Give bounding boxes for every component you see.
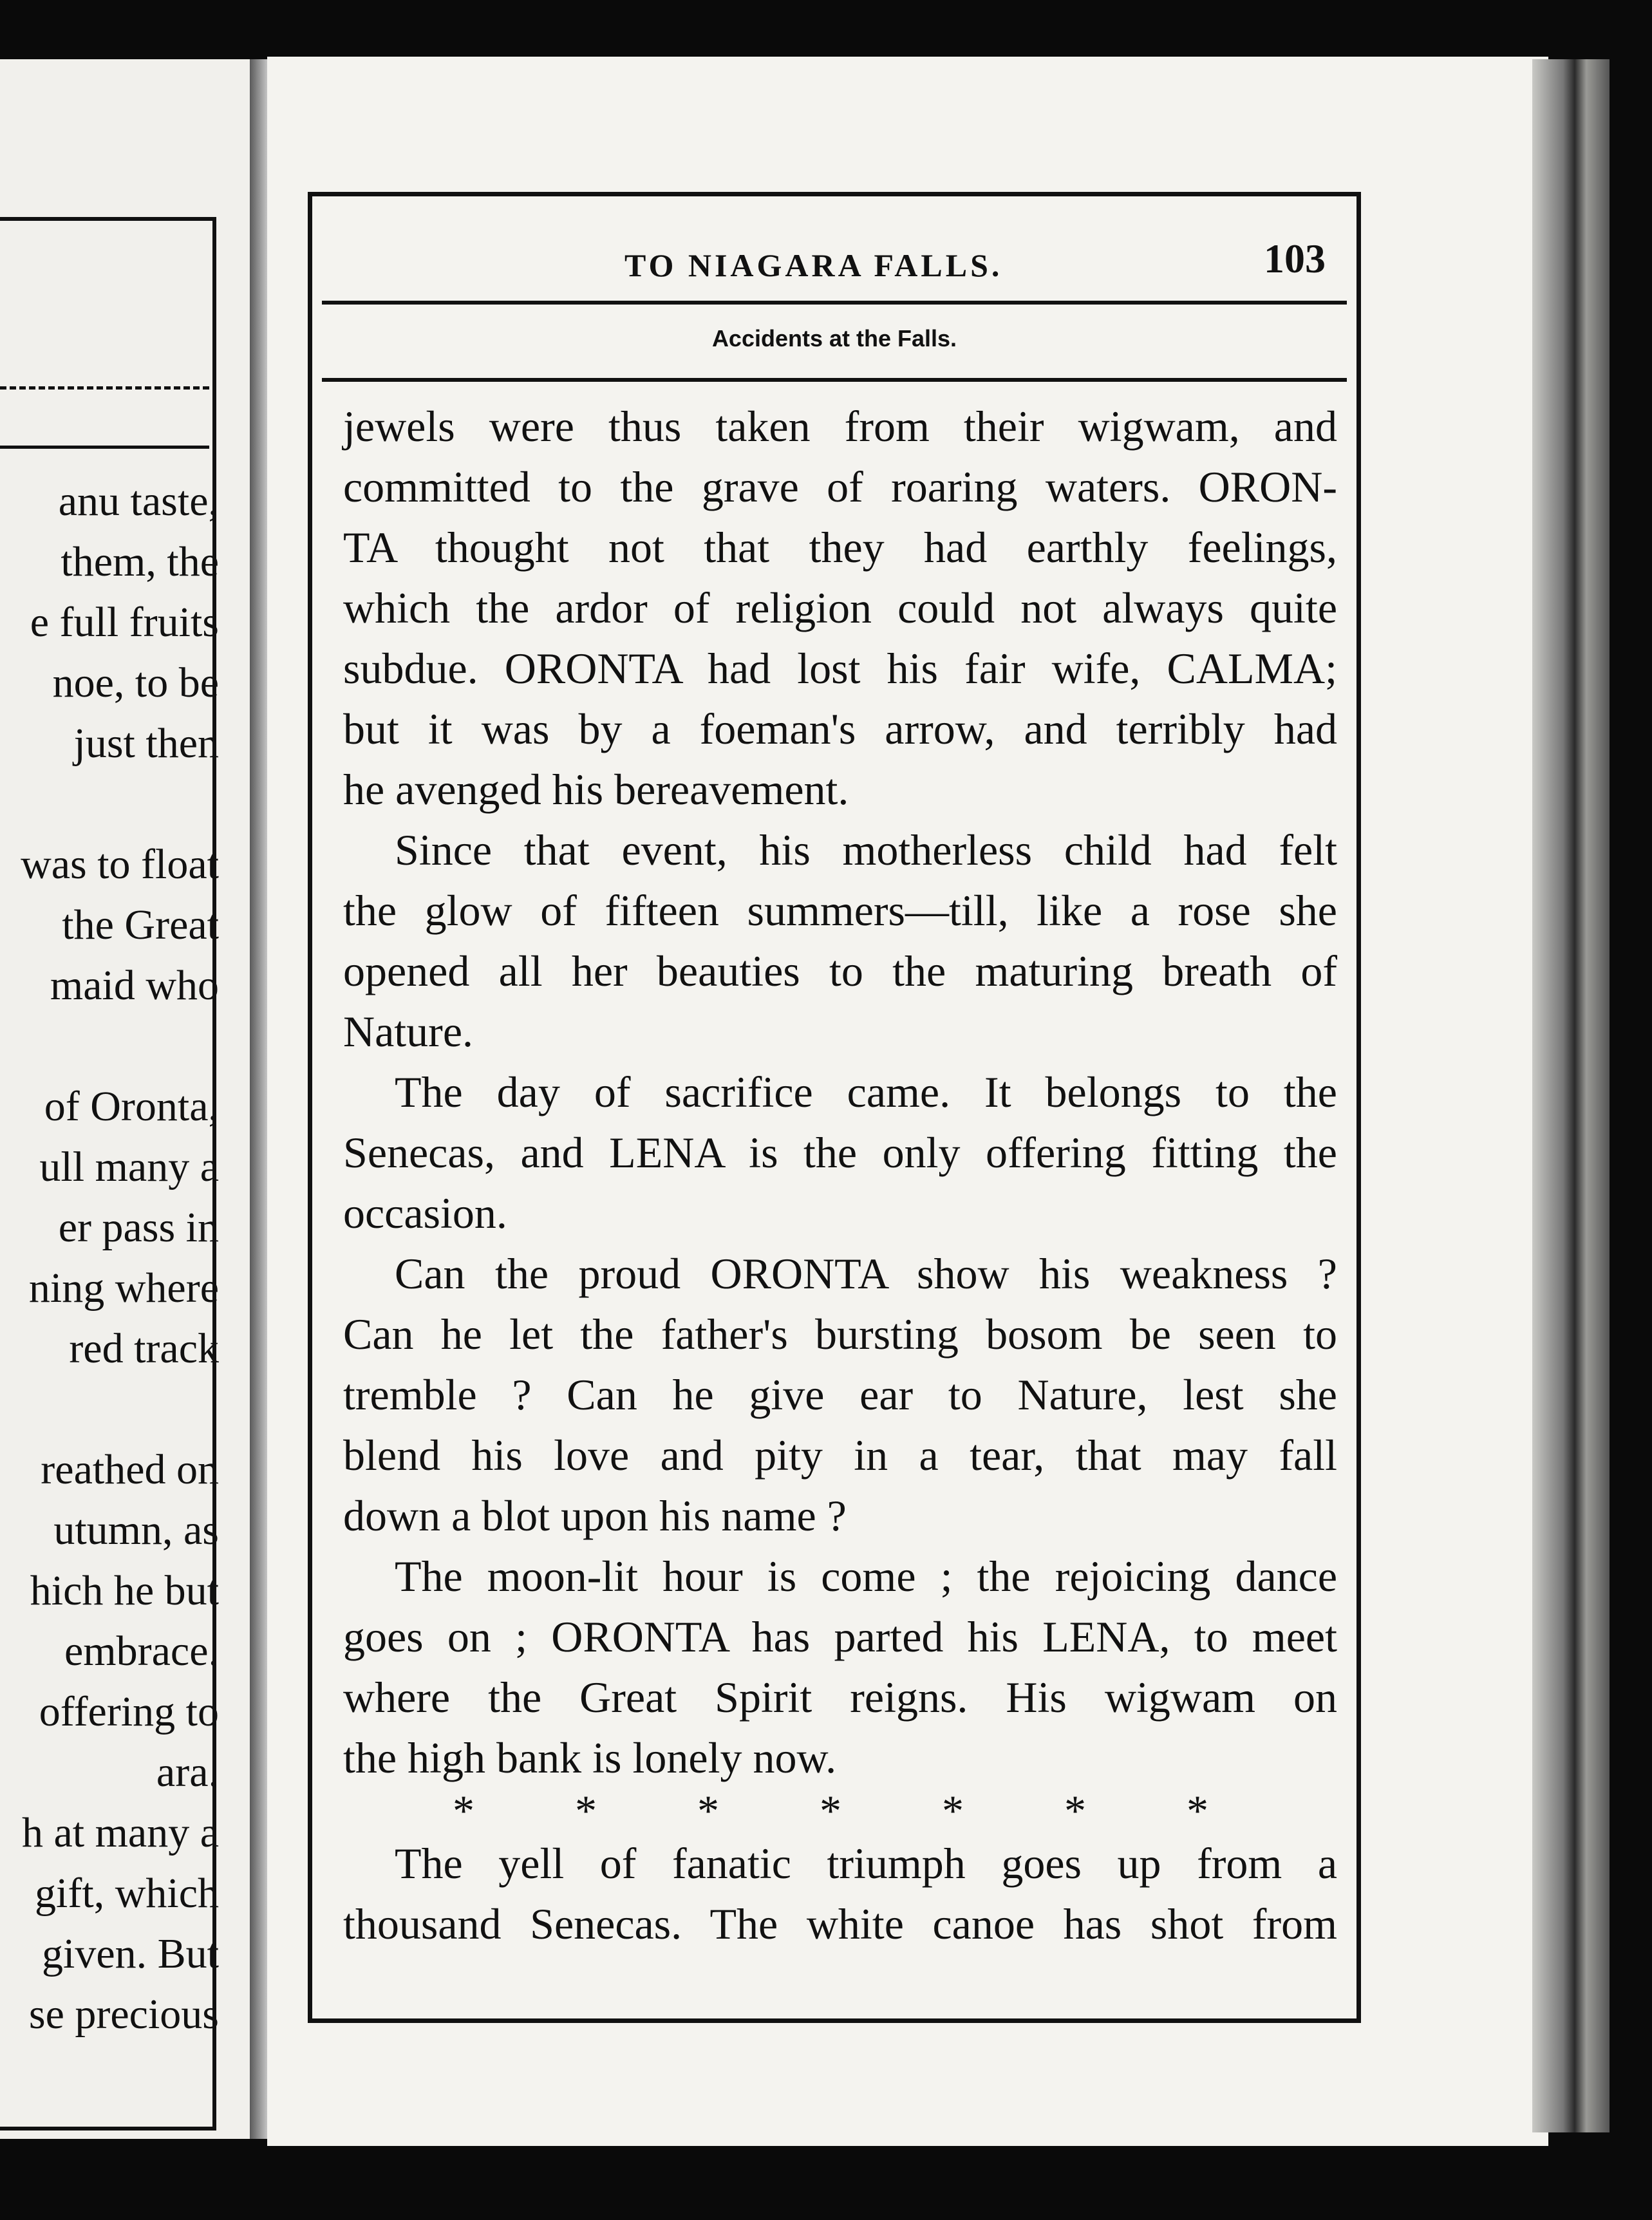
left-text-line: just then <box>73 720 219 767</box>
text-line: TA thought not that they had earthly feelings, <box>343 523 1337 572</box>
left-text-line: gift, which <box>35 1870 219 1917</box>
text-line: blend his love and pity in a tear, that may fall <box>343 1431 1337 1480</box>
header-rule <box>322 301 1347 305</box>
left-text-line <box>0 774 219 834</box>
left-text-line <box>0 1016 219 1077</box>
left-text-line: anu taste, <box>58 478 219 525</box>
left-text-line: noe, to be <box>52 659 219 706</box>
left-text-line: reathed on <box>41 1446 219 1493</box>
left-text-line: embrace. <box>64 1628 219 1675</box>
star-glyph: * <box>575 1786 597 1835</box>
text-line: the glow of fifteen summers—till, like a rose she <box>343 886 1337 935</box>
star-glyph: * <box>820 1786 841 1835</box>
running-head <box>312 235 1356 293</box>
text-line: occasion. <box>343 1189 507 1237</box>
left-text-line: ning where <box>28 1265 219 1312</box>
text-line: The day of sacrifice came. It belongs to the <box>395 1068 1337 1116</box>
running-title: TO NIAGARA FALLS. <box>624 247 1003 283</box>
text-line: Nature. <box>343 1007 474 1056</box>
left-facing-page <box>0 59 251 2139</box>
text-line: but it was by a foeman's arrow, and terribly had <box>343 704 1337 753</box>
left-text-line: offering to <box>39 1688 219 1735</box>
section-break-stars <box>343 1788 1337 1833</box>
text-line: tremble ? Can he give ear to Nature, lest she <box>343 1370 1337 1419</box>
left-page-rule <box>0 386 209 390</box>
text-line: The yell of fanatic triumph goes up from a <box>395 1839 1337 1888</box>
left-page-text <box>0 471 219 2045</box>
text-line: Senecas, and LENA is the only offering fitting the <box>343 1128 1337 1177</box>
left-text-line: maid who <box>50 962 219 1009</box>
left-text-line <box>0 1379 219 1440</box>
text-line: thousand Senecas. The white canoe has shot from <box>343 1899 1337 1948</box>
page-number: 103 <box>1264 236 1326 281</box>
left-text-line: of Oronta, <box>44 1083 219 1130</box>
text-line: goes on ; ORONTA has parted his LENA, to meet <box>343 1612 1337 1661</box>
left-text-line: h at many a <box>21 1809 219 1856</box>
left-text-line: the Great <box>62 901 219 948</box>
star-glyph: * <box>697 1786 719 1835</box>
text-line: Can the proud ORONTA show his weakness ? <box>395 1249 1337 1298</box>
star-glyph: * <box>1064 1786 1086 1835</box>
text-line: The moon-lit hour is come ; the rejoicing dance <box>395 1552 1337 1601</box>
text-line: opened all her beauties to the maturing breath of <box>343 946 1337 995</box>
left-text-line: e full fruits <box>30 599 219 646</box>
page-edge <box>1532 59 1610 2132</box>
left-text-line: er pass in <box>58 1204 219 1251</box>
text-line: subdue. ORONTA had lost his fair wife, CALMA; <box>343 644 1337 693</box>
left-text-line: ull many a <box>39 1143 219 1190</box>
left-text-line: hich he but <box>30 1567 219 1614</box>
text-line: committed to the grave of roaring waters. ORON- <box>343 462 1337 511</box>
header-rule <box>322 378 1347 382</box>
left-text-line: ara. <box>156 1749 219 1796</box>
text-line: he avenged his bereavement. <box>343 765 849 814</box>
star-glyph: * <box>942 1786 964 1835</box>
text-line: Since that event, his motherless child had felt <box>395 825 1337 874</box>
left-text-line: red track <box>69 1325 219 1372</box>
text-line: Can he let the father's bursting bosom be seen to <box>343 1310 1337 1359</box>
left-text-line: them, the <box>61 538 219 585</box>
body-text <box>343 396 1337 1954</box>
page-frame <box>308 192 1361 2023</box>
text-line: jewels were thus taken from their wigwam, and <box>343 402 1337 451</box>
section-subhead: Accidents at the Falls. <box>711 325 957 352</box>
left-text-line: utumn, as <box>53 1507 219 1554</box>
star-glyph: * <box>1187 1786 1208 1835</box>
left-text-line: was to float <box>21 841 219 888</box>
text-line: down a blot upon his name ? <box>343 1491 847 1540</box>
left-text-line: se precious <box>28 1991 219 2038</box>
text-line: which the ardor of religion could not always quite <box>343 583 1337 632</box>
left-page-rule <box>0 446 209 449</box>
text-line: the high bank is lonely now. <box>343 1733 837 1782</box>
book-gutter <box>250 59 269 2139</box>
left-text-line: given. But <box>42 1930 219 1977</box>
text-line: where the Great Spirit reigns. His wigwam on <box>343 1673 1337 1722</box>
star-glyph: * <box>453 1786 474 1835</box>
